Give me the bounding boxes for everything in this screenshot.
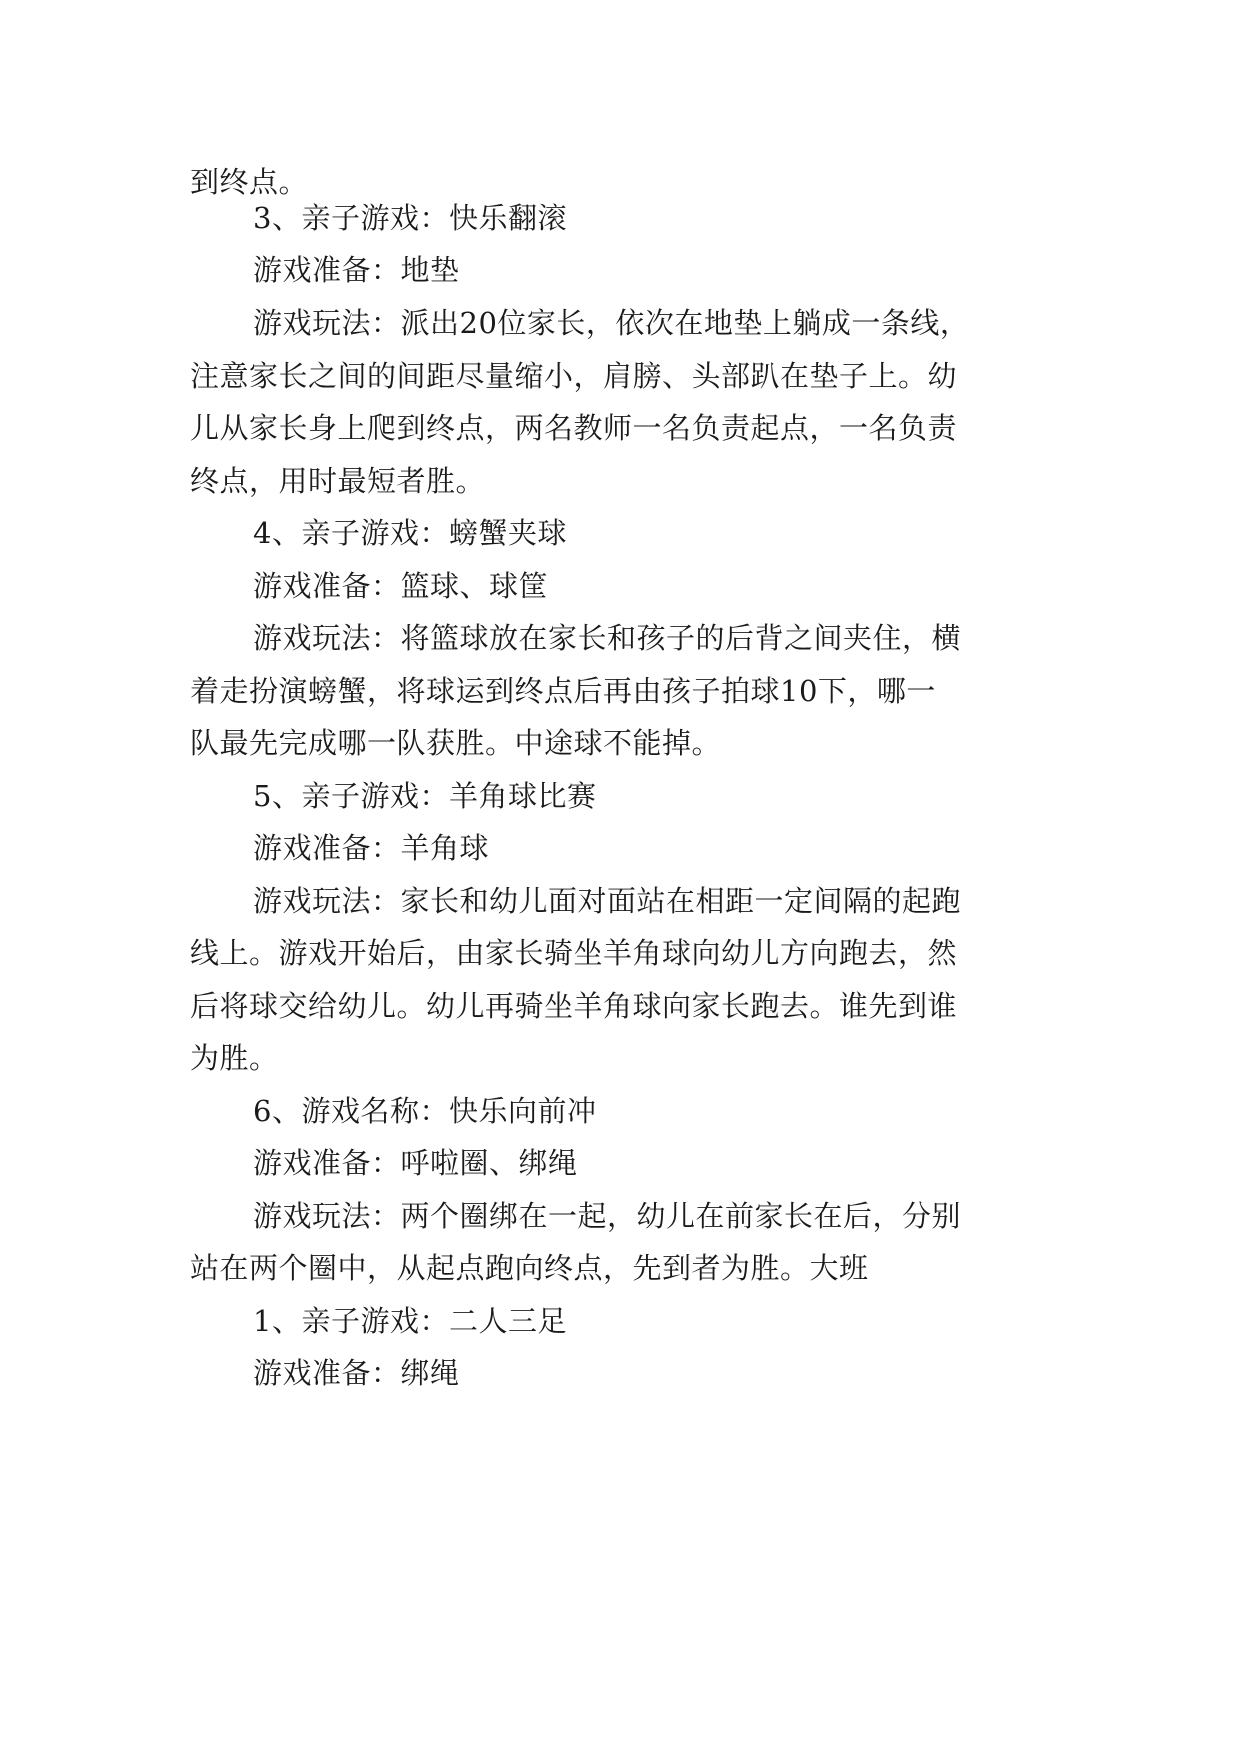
section-heading: 5、亲子游戏：羊角球比赛 xyxy=(253,779,597,813)
game-preparation: 游戏准备：羊角球 xyxy=(253,831,490,865)
game-rules: 游戏玩法：两个圈绑在一起，幼儿在前家长在后，分别 xyxy=(253,1199,962,1233)
section-heading: 1、亲子游戏：二人三足 xyxy=(253,1304,567,1338)
text-line: 为胜。 xyxy=(190,1041,279,1075)
game-preparation: 游戏准备：篮球、球筐 xyxy=(253,569,549,603)
section-heading: 3、亲子游戏：快乐翻滚 xyxy=(253,201,567,235)
text-line: 线上。游戏开始后，由家长骑坐羊角球向幼儿方向跑去，然 xyxy=(190,936,958,970)
text-line: 到终点。 xyxy=(190,165,309,199)
game-rules: 游戏玩法：派出20位家长，依次在地垫上躺成一条线， xyxy=(253,306,970,340)
text-line: 注意家长之间的间距尽量缩小，肩膀、头部趴在垫子上。幼 xyxy=(190,359,958,393)
text-line: 后将球交给幼儿。幼儿再骑坐羊角球向家长跑去。谁先到谁 xyxy=(190,989,958,1023)
text-line: 终点，用时最短者胜。 xyxy=(190,464,486,498)
section-heading: 6、游戏名称：快乐向前冲 xyxy=(253,1094,597,1128)
game-preparation: 游戏准备：绑绳 xyxy=(253,1356,460,1390)
game-preparation: 游戏准备：地垫 xyxy=(253,253,460,287)
game-preparation: 游戏准备：呼啦圈、绑绳 xyxy=(253,1146,578,1180)
game-rules: 游戏玩法：家长和幼儿面对面站在相距一定间隔的起跑 xyxy=(253,884,962,918)
text-line: 站在两个圈中，从起点跑向终点，先到者为胜。大班 xyxy=(190,1251,869,1285)
text-line: 着走扮演螃蟹，将球运到终点后再由孩子拍球10下，哪一 xyxy=(190,674,936,708)
section-heading: 4、亲子游戏：螃蟹夹球 xyxy=(253,516,567,550)
text-line: 儿从家长身上爬到终点，两名教师一名负责起点，一名负责 xyxy=(190,411,958,445)
game-rules: 游戏玩法：将篮球放在家长和孩子的后背之间夹住，横 xyxy=(253,621,962,655)
text-line: 队最先完成哪一队获胜。中途球不能掉。 xyxy=(190,726,722,760)
